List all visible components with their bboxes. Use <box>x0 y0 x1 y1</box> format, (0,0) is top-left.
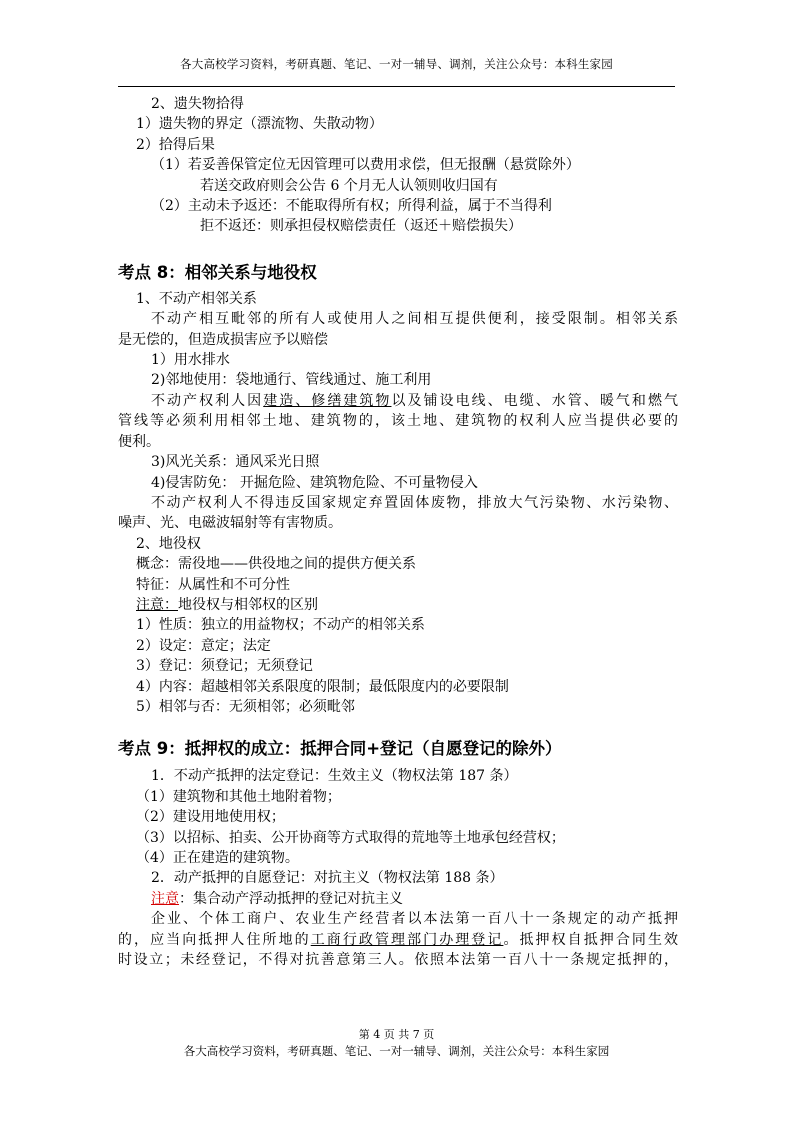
document-body <box>118 94 678 970</box>
lost-property-line: 拒不返还：则承担侵权赔偿责任（返还＋赔偿损失） <box>200 218 522 235</box>
note-text: ：集合动产浮动抵押的登记对抗主义 <box>179 890 403 907</box>
paragraph-line: 企业、个体工商户、农业生产经营者以本法第一百八十一条规定的动产抵押 <box>151 911 678 928</box>
subsection-title: 2．动产抵押的自愿登记：对抗主义（物权法第 188 条） <box>151 870 504 887</box>
paragraph-line <box>118 930 678 950</box>
list-item: 2)邻地使用：袋地通行、管线通过、施工利用 <box>151 372 432 389</box>
section-heading-9: 考点 9：抵押权的成立：抵押合同+登记（自愿登记的除外） <box>118 739 562 759</box>
note-text: 地役权与相邻权的区别 <box>178 596 318 613</box>
note-line <box>118 595 678 615</box>
note-label: 注意 <box>151 890 179 907</box>
lost-property-title: 2、遗失物拾得 <box>151 96 244 112</box>
list-item: 1）用水排水 <box>151 352 230 369</box>
lost-property-line: 2）拾得后果 <box>136 136 215 153</box>
list-item: （1）建筑物和其他土地附着物； <box>136 788 341 805</box>
section-heading-8: 考点 8：相邻关系与地役权 <box>118 262 317 282</box>
list-item: （3）以招标、拍卖、公开协商等方式取得的荒地等土地承包经营权； <box>136 829 565 846</box>
paragraph-text: 。抵押权自抵押合同生效 <box>503 931 679 948</box>
paragraph-line: 便利。 <box>118 433 160 450</box>
note-label: 注意： <box>136 596 178 613</box>
header-rule <box>118 86 675 87</box>
paragraph-line: 管线等必须利用相邻土地、建筑物的，该土地、建筑物的权利人应当提供必要的 <box>118 413 678 430</box>
paragraph-text: 不动产权利人因 <box>151 392 264 409</box>
lost-property-line: 1）遗失物的界定（漂流物、失散动物） <box>136 116 383 133</box>
list-item: （4）正在建造的建筑物。 <box>136 850 299 866</box>
list-item: （2）建设用地使用权； <box>136 809 285 826</box>
note-line <box>118 889 678 909</box>
paragraph-line: 不动产相互毗邻的所有人或使用人之间相互提供便利，接受限制。相邻关系 <box>151 311 678 328</box>
list-item: 1）性质：独立的用益物权；不动产的相邻关系 <box>136 617 425 634</box>
list-item: 概念：需役地——供役地之间的提供方便关系 <box>136 556 416 573</box>
subsection-title: 1．不动产抵押的法定登记：生效主义（物权法第 187 条） <box>151 768 518 785</box>
paragraph-line: 时设立；未经登记，不得对抗善意第三人。依照本法第一百八十一条规定抵押的， <box>118 952 678 969</box>
paragraph-line: 噪声、光、电磁波辐射等有害物质。 <box>118 515 342 532</box>
page-footer: 各大高校学习资料，考研真题、笔记、一对一辅导、调剂，关注公众号：本科生家园 <box>183 1044 610 1058</box>
list-item: 5）相邻与否：无须相邻；必须毗邻 <box>136 698 355 715</box>
list-item: 3）登记：须登记；无须登记 <box>136 658 313 675</box>
list-item: 2）设定：意定；法定 <box>136 637 271 654</box>
underlined-text: 建造、修缮建筑物 <box>263 392 392 409</box>
lost-property-line: 若送交政府则会公告 6 个月无人认领则收归国有 <box>200 177 498 194</box>
paragraph-line: 是无偿的，但造成损害应予以赔偿 <box>118 331 328 348</box>
lost-property-line: （2）主动未予返还：不能取得所有权；所得利益，属于不当得利 <box>151 198 552 215</box>
list-item: 4）内容：超越相邻关系限度的限制；最低限度内的必要限制 <box>136 678 509 695</box>
subsection-title: 2、地役权 <box>136 535 201 552</box>
list-item: 4)侵害防免： 开掘危险、建筑物危险、不可量物侵入 <box>151 474 478 491</box>
paragraph-line: 不动产权利人不得违反国家规定弃置固体废物，排放大气污染物、水污染物、 <box>151 494 678 511</box>
paragraph-text: 的，应当向抵押人住所地的 <box>118 931 311 948</box>
paragraph-line <box>118 391 678 411</box>
list-item: 3)风光关系：通风采光日照 <box>151 454 320 471</box>
underlined-text: 工商行政管理部门办理登记 <box>310 931 504 948</box>
paragraph-text: 以及铺设电线、电缆、水管、暖气和燃气 <box>391 392 678 409</box>
lost-property-line: （1）若妥善保管定位无因管理可以费用求偿，但无报酬（悬赏除外） <box>151 157 580 174</box>
list-item: 特征：从属性和不可分性 <box>136 576 290 593</box>
subsection-title: 1、不动产相邻关系 <box>136 290 257 307</box>
page-number: 第 4 页 共 7 页 <box>358 1028 435 1041</box>
page-header: 各大高校学习资料，考研真题、笔记、一对一辅导、调剂，关注公众号：本科生家园 <box>180 57 613 71</box>
